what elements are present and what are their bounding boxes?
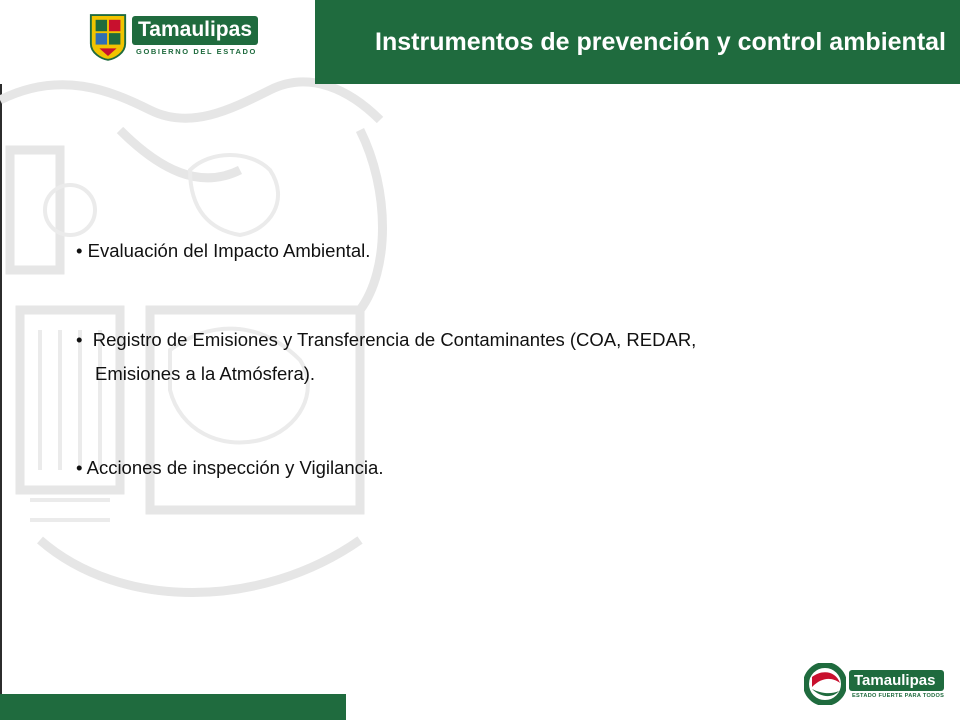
bullet-text: Acciones de inspección y Vigilancia. [86, 457, 384, 478]
bullet-text: Evaluación del Impacto Ambiental. [87, 240, 371, 261]
swirl-logo-icon [804, 663, 846, 705]
bullet-item [76, 323, 696, 391]
bullet-marker: • [76, 329, 83, 350]
logo-top-name: Tamaulipas [132, 16, 258, 45]
logo-top-subtitle: GOBIERNO DEL ESTADO [136, 47, 257, 56]
bullet-item [76, 234, 370, 268]
page-title: Instrumentos de prevención y control ambiental [375, 27, 946, 56]
bullet-marker: • [76, 457, 83, 478]
logo-bottom-subtitle: ESTADO FUERTE PARA TODOS [852, 692, 945, 699]
logo-bottom-name: Tamaulipas [849, 670, 944, 691]
bullet-text: Registro de Emisiones y Transferencia de Contaminantes (COA, REDAR, [92, 329, 697, 350]
bullet-item [76, 451, 383, 485]
tamaulipas-footer-logo [804, 662, 954, 706]
tamaulipas-government-logo [88, 10, 258, 62]
footer-bar [0, 694, 346, 720]
bullet-text-continuation: Emisiones a la Atmósfera). [95, 363, 316, 384]
bullet-marker: • [76, 240, 83, 261]
coat-of-arms-icon [88, 10, 128, 62]
header-band [315, 0, 960, 84]
